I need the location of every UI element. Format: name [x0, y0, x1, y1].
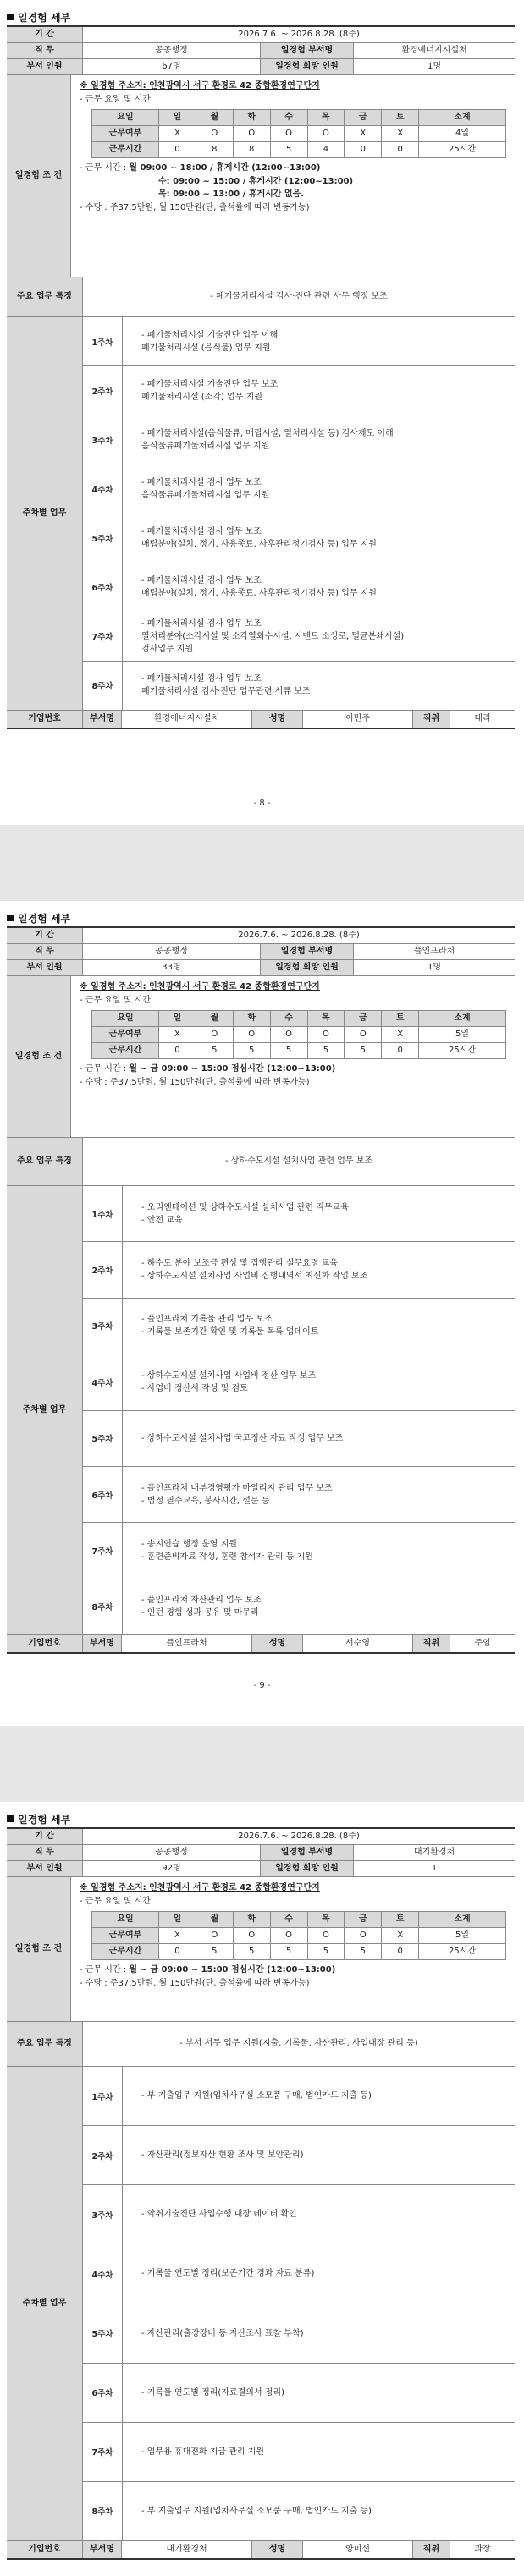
schedule-table: 요일 일 월 화 수 목 금 토 소계 근무여부 X O O O O O X 5일 근무시간 0 5 5 5 5 5 0 25시간	[91, 1911, 506, 1960]
conditions-row: 일경험 조 건 ※ 일경험 주소지: 인천광역시 서구 환경로 42 종합환경연구단지 - 근무 요일 및 시간 요일 일 월 화 수 목 금 토 소계 근무여부 X O O O O X X 4일 근무시간 0 8 8 5 4 0 0 25시간 - 근무 시간 : 월 09:00 ~ 18:00 / 휴게시간 (12:00~13:00) 수: 09:00 ~ 15:00 / 휴게시간 (12:00~13:00) 목: 09:00 ~ 13:00 / 휴게시간 없음. - 수당 : 주37.5만원, 월 150만원(단, 출석률에 따라 변동가능)	[7, 75, 515, 277]
section-title: 일경험 세부	[7, 1812, 70, 1826]
square-bullet-icon	[7, 915, 14, 921]
schedule-hours-row: 근무시간 0 8 8 5 4 0 0 25시간	[92, 142, 506, 158]
week-item: 1주차 - 부 지출업무 지원(업차사무실 소모품 구매, 법인카드 지출 등)	[83, 2067, 515, 2126]
week-item: 5주차 - 자산관리(출장장비 등 자산조사 표찰 부착)	[83, 2304, 515, 2364]
period-label: 기 간	[7, 27, 83, 42]
week-item: 8주차 - 부 지출업무 지원(업차사무실 소모품 구매, 법인카드 지출 등)	[83, 2482, 515, 2540]
page-number: - 9 -	[253, 1681, 271, 1690]
week-item: 3주차 - 악취기술진단 사업수행 대장 데이터 확인	[83, 2185, 515, 2244]
page-1	[0, 0, 524, 825]
page-2	[0, 901, 524, 1726]
week-item: 5주차 - 폐기물처리시설 검사 업무 보조 매립분야(설치, 정기, 사용종료, 사후관리정기검사 등) 업무 지원	[83, 514, 515, 563]
week-item: 1주차 - 폐기물처리시설 기술진단 업무 이해 폐기물처리시설 (음식물) 업무 지원	[83, 317, 515, 366]
week-item: 1주차 - 오리엔테이션 및 상하수도시설 설치사업 관련 직무교육 - 안전 교육	[83, 1186, 515, 1242]
week-item: 6주차 - 기록물 연도별 정리(자료결의서 정리)	[83, 2364, 515, 2423]
detail-table	[7, 25, 515, 729]
week-item: 4주차 - 기록물 연도별 정리(보존기간 경과 자료 분류)	[83, 2244, 515, 2304]
week-item: 7주차 - 송지연습 행정 운영 지원 - 훈련준비자료 작성, 훈련 참석자 관리 등 지원	[83, 1523, 515, 1579]
page-3	[0, 1802, 524, 2576]
page-number: - 8 -	[253, 799, 271, 808]
schedule-table	[91, 109, 506, 158]
staff-value: 67명	[83, 59, 261, 74]
footer-row: 기업번호 부서명 환경에너지시설처 성명 이민주 직위 대리	[7, 711, 515, 728]
week-item: 8주차 - 폐기물처리시설 검사 업무 보조 폐기물처리시설 검사·진단 업무관련 서류 보조	[83, 662, 515, 710]
job-row: 직 무 공공행정 일경험 부서명 환경에너지시설처	[7, 43, 515, 59]
job-value: 공공행정	[83, 43, 261, 58]
schedule-header: 요일 일 월 화 수 목 금 토 소계	[92, 110, 506, 126]
wish-value: 1명	[427, 62, 442, 71]
week-item: 2주차 - 폐기물처리시설 기술진단 업무 보조 폐기물처리시설 (소각) 업무 지원	[83, 366, 515, 415]
address: ※ 일경험 주소지: 인천광역시 서구 환경로 42 종합환경연구단지	[80, 81, 320, 91]
pay: 주37.5만원, 월 150만원(단, 출석률에 따라 변동가능)	[109, 202, 310, 212]
week-item: 2주차 - 자산관리(정보자산 현황 조사 및 보안관리)	[83, 2126, 515, 2185]
square-bullet-icon	[7, 14, 14, 20]
tasks-row: 주요 업무 특징 - 폐기물처리시설 검사·진단 관련 사무 행정 보조	[7, 277, 515, 317]
period-value: 2026.7.6. ~ 2026.8.28. (8주)	[238, 30, 360, 39]
staff-row: 부서 인원 67명 일경험 희망 인원 1명	[7, 59, 515, 75]
page-gap-2	[0, 1726, 524, 1802]
week-item: 6주차 - 플인프라처 내부경영평가 마일리지 관리 업무 보조 - 법정 필수교육, 봉사시간, 설문 등	[83, 1467, 515, 1523]
week-item: 4주차 - 상하수도시설 설치사업 사업비 정산 업무 보조 - 사업비 정산서 작성 및 검토	[83, 1354, 515, 1410]
week-item: 4주차 - 폐기물처리시설 검사 업무 보조 음식물류폐기물처리시설 업무 지원	[83, 464, 515, 514]
hours-block: - 근무 시간 : 월 09:00 ~ 18:00 / 휴게시간 (12:00~13:00) 수: 09:00 ~ 15:00 / 휴게시간 (12:00~13:00) 목: 09:00 ~ 13:00 / 휴게시간 없음. - 수당 : 주37.5만원, 월 150만원(단, 출석률에 따라 변동가능)	[80, 162, 506, 214]
square-bullet-icon	[7, 1815, 14, 1822]
week-item: 5주차 - 상하수도시설 설치사업 국고정산 자료 작성 업무 보조	[83, 1411, 515, 1467]
conditions-body: ※ 일경험 주소지: 인천광역시 서구 환경로 42 종합환경연구단지 - 근무 요일 및 시간 요일 일 월 화 수 목 금 토 소계 근무여부 X O O O O X X 4일 근무시간 0 8 8 5 4 0 0 25시간 - 근무 시간 : 월 09:00 ~ 18:00 / 휴게시간 (12:00~13:00) 수: 09:00 ~ 15:00 / 휴게시간 (12:00~13:00) 목: 09:00 ~ 13:00 / 휴게시간 없음. - 수당 : 주37.5만원, 월 150만원(단, 출석률에 따라 변동가능)	[71, 75, 515, 277]
page-gap-1	[0, 825, 524, 901]
section-title: 일경험 세부	[7, 10, 70, 25]
week-item: 7주차 - 폐기물처리시설 검사 업무 보조 열처리분야(소각시설 및 소각열회수시설, 시멘트 소성로, 멀균분쇄시설) 검사업무 지원	[83, 612, 515, 662]
week-item: 2주차 - 하수도 분야 보조금 편성 및 집행관리 실무요령 교육 - 상하수도시설 설치사업 사업비 집행내역서 최신화 작업 보조	[83, 1242, 515, 1298]
schedule-work-row: 근무여부 X O O O O X X 4일	[92, 126, 506, 142]
week-item: 7주차 - 업무용 휴대전화 지급 관리 지원	[83, 2423, 515, 2482]
weekly-row: 주차별 업무 1주차 - 폐기물처리시설 기술진단 업무 이해 폐기물처리시설 (음식물) 업무 지원 2주차 - 폐기물처리시설 기술진단 업무 보조 폐기물처리시설 (소각) 업무 지원 3주차 - 폐기물처리시설(음식물류, 매립시설, 열처리시설 등) 검사제도 이해 음식물류폐기물처리시설 업무 지원 4주차 - 폐기물처리시설 검사 업무 보조 음식물류폐기물처리시설 업무 지원 5주차 - 폐기물처리시설 검사 업무 보조 매립분야(설치, 정기, 사용종료, 사후관리정기검사 등) 업무 지원 6주차 - 폐기물처리시설 검사 업무 보조 매립분야(설치, 정기, 사용종료, 사후관리정기검사 등) 업무 지원 7주차 - 폐기물처리시설 검사 업무 보조 열처리분야(소각시설 및 소각열회수시설, 시멘트 소성로, 멀균분쇄시설) 검사업무 지원 8주차 - 폐기물처리시설 검사 업무 보조 폐기물처리시설 검사·진단 업무관련 서류 보조	[7, 317, 515, 711]
week-item: 3주차 - 폐기물처리시설(음식물류, 매립시설, 열처리시설 등) 검사제도 이해 음식물류폐기물처리시설 업무 지원	[83, 415, 515, 464]
period-row	[7, 27, 515, 43]
section-title: 일경험 세부	[7, 911, 70, 925]
work-hours: 월 09:00 ~ 18:00 / 휴게시간 (12:00~13:00)	[129, 163, 321, 173]
week-item: 3주차 - 플인프라처 기록물 관리 업무 보조 - 기록물 보존기간 확인 및 기록물 목록 업데이트	[83, 1299, 515, 1354]
weekly-list	[83, 317, 515, 710]
dept-value: 환경에너지시설처	[401, 46, 467, 55]
week-item: 6주차 - 폐기물처리시설 검사 업무 보조 매립분야(설치, 정기, 사용종료, 사후관리정기검사 등) 업무 지원	[83, 563, 515, 612]
tasks-value: - 폐기물처리시설 검사·진단 관련 사무 행정 보조	[210, 292, 388, 301]
detail-table: 기 간 2026.7.6. ~ 2026.8.28. (8주) 직 무 공공행정 일경험 부서명 플인프라처 부서 인원 33명 일경험 희망 인원 1명 일경험 조 건 ※ 일경험 주소지: 인천광역시 서구 환경로 42 종합환경연구단지 - 근무 요일 및 시간 요일 일 월 화 수 목 금 토 소계 근무여부 X O O O O O X 5일 근무시간 0 5 5 5 5 5 0 25시간 - 근무 시간 : 월 ~ 금 09:00 ~ 15:00 점심시간 (12:00~13:00) - 수당 : 주37.5만원, 월 150만원(단, 출석률에 따라 변동가능) 주요 업무 특징 - 상하수도시설 설치사업 관련 업무 보조 주차별 업무 1주차 - 오리엔테이션 및 상하수도시설 설치사업 관련 직무교육 - 안전 교육 2주차 - 하수도 분야 보조금 편성 및 집행관리 실무요령 교육 - 상하수도시설 설치사업 사업비 집행내역서 최신화 작업 보조 3주차 - 플인프라처 기록물 관리 업무 보조 - 기록물 보존기간 확인 및 기록물 목록 업데이트 4주차 - 상하수도시설 설치사업 사업비 정산 업무 보조 - 사업비 정산서 작성 및 검토 5주차 - 상하수도시설 설치사업 국고정산 자료 작성 업무 보조 6주차 - 플인프라처 내부경영평가 마일리지 관리 업무 보조 - 법정 필수교육, 봉사시간, 설문 등 7주차 - 송지연습 행정 운영 지원 - 훈련준비자료 작성, 훈련 참석자 관리 등 지원 8주차 - 플인프라처 자산관리 업무 보조 - 인턴 경험 성과 공유 및 마무리 기업번호 부서명 플인프라처 성명 서수영 직위 주임	[7, 926, 515, 1654]
week-item: 8주차 - 플인프라처 자산관리 업무 보조 - 인턴 경험 성과 공유 및 마무리	[83, 1579, 515, 1634]
schedule-table: 요일 일 월 화 수 목 금 토 소계 근무여부 X O O O O O X 5일 근무시간 0 5 5 5 5 5 0 25시간	[91, 1010, 506, 1059]
detail-table: 기 간 2026.7.6. ~ 2026.8.28. (8주) 직 무 공공행정 일경험 부서명 대기환경처 부서 인원 92명 일경험 희망 인원 1 일경험 조 건 ※ 일경험 주소지: 인천광역시 서구 환경로 42 종합환경연구단지 - 근무 요일 및 시간 요일 일 월 화 수 목 금 토 소계 근무여부 X O O O O O X 5일 근무시간 0 5 5 5 5 5 0 25시간 - 근무 시간 : 월 ~ 금 09:00 ~ 15:00 점심시간 (12:00~13:00) - 수당 : 주37.5만원, 월 150만원(단, 출석률에 따라 변동가능) 주요 업무 특징 - 부서 서무 업무 지원(지출, 기록물, 자산관리, 사업대장 관리 등) 주차별 업무 1주차 - 부 지출업무 지원(업차사무실 소모품 구매, 법인카드 지출 등) 2주차 - 자산관리(정보자산 현황 조사 및 보안관리) 3주차 - 악취기술진단 사업수행 대장 데이터 확인 4주차 - 기록물 연도별 정리(보존기간 경과 자료 분류) 5주차 - 자산관리(출장장비 등 자산조사 표찰 부착) 6주차 - 기록물 연도별 정리(자료결의서 정리) 7주차 - 업무용 휴대전화 지급 관리 지원 8주차 - 부 지출업무 지원(업차사무실 소모품 구매, 법인카드 지출 등) 기업번호 부서명 대기환경처 성명 양미선 직위 과장	[7, 1827, 515, 2560]
